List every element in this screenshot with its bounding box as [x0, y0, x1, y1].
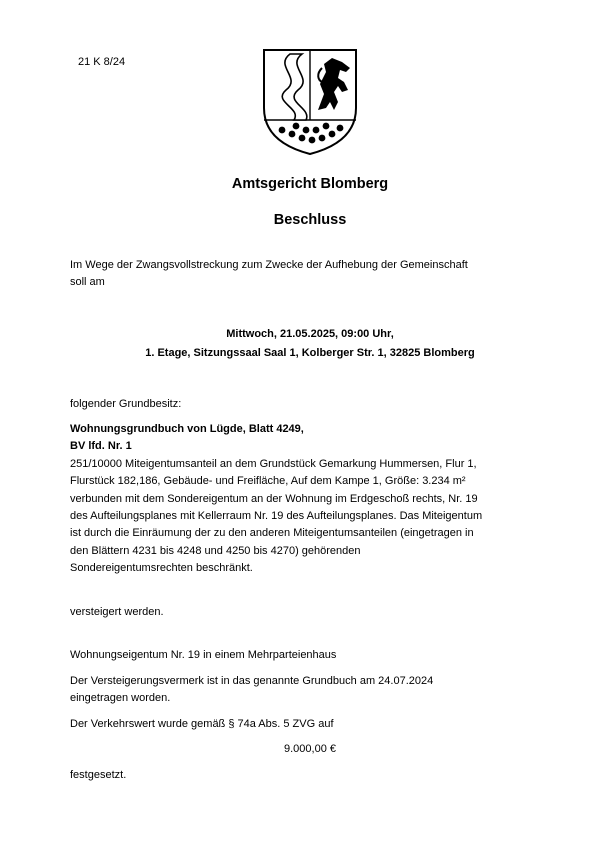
intro-paragraph: [70, 257, 540, 292]
document-type: Beschluss: [273, 212, 347, 228]
description-line: Sondereigentumsrechten beschränkt.: [70, 562, 253, 575]
register-title: Wohnungsgrundbuch von Lügde, Blatt 4249,: [70, 423, 304, 435]
file-number: 21 K 8/24: [78, 56, 126, 68]
nrw-coat-of-arms-icon: [260, 46, 360, 158]
description-line: des Aufteilungsplanes mit Kellerraum Nr. 19 des Aufteilungsplanes. Das Miteigentum: [70, 510, 483, 523]
description-line: den Blättern 4231 bis 4248 und 4250 bis 4270) gehörenden: [70, 544, 361, 557]
bv-number: BV lfd. Nr. 1: [70, 440, 132, 453]
description-line: verbunden mit dem Sondereigentum an der Wohnung im Erdgeschoß rechts, Nr. 19: [70, 492, 478, 505]
property-description: [70, 421, 540, 578]
note-line: eingetragen worden.: [70, 692, 171, 705]
description-line: Flurstück 182,186, Gebäude- und Freifläche, Auf dem Kampe 1, Größe: 3.234 m²: [70, 475, 466, 488]
auction-text: versteigert werden.: [70, 606, 164, 618]
intro-line: soll am: [70, 276, 105, 289]
appointment-date: Mittwoch, 21.05.2025, 09:00 Uhr,: [226, 328, 394, 340]
description-line: ist durch die Einräumung der zu den anderen Miteigentumsanteilen (eingetragen in: [70, 527, 474, 540]
value-intro: Der Verkehrswert wurde gemäß § 74a Abs. 5 ZVG auf: [70, 718, 334, 730]
property-label: folgender Grundbesitz:: [70, 398, 182, 410]
intro-line: Im Wege der Zwangsvollstreckung zum Zwecke der Aufhebung der Gemeinschaft: [70, 259, 468, 271]
court-name: Amtsgericht Blomberg: [231, 176, 389, 192]
closing-text: festgesetzt.: [70, 769, 127, 781]
value-amount: 9.000,00 €: [284, 743, 336, 755]
property-type: Wohnungseigentum Nr. 19 in einem Mehrparteienhaus: [70, 649, 337, 661]
description-line: 251/10000 Miteigentumsanteil an dem Grundstück Gemarkung Hummersen, Flur 1,: [70, 457, 477, 470]
register-note: [70, 673, 540, 708]
appointment-location: 1. Etage, Sitzungssaal Saal 1, Kolberger Str. 1, 32825 Blomberg: [145, 347, 475, 359]
note-line: Der Versteigerungsvermerk ist in das genannte Grundbuch am 24.07.2024: [70, 675, 434, 687]
